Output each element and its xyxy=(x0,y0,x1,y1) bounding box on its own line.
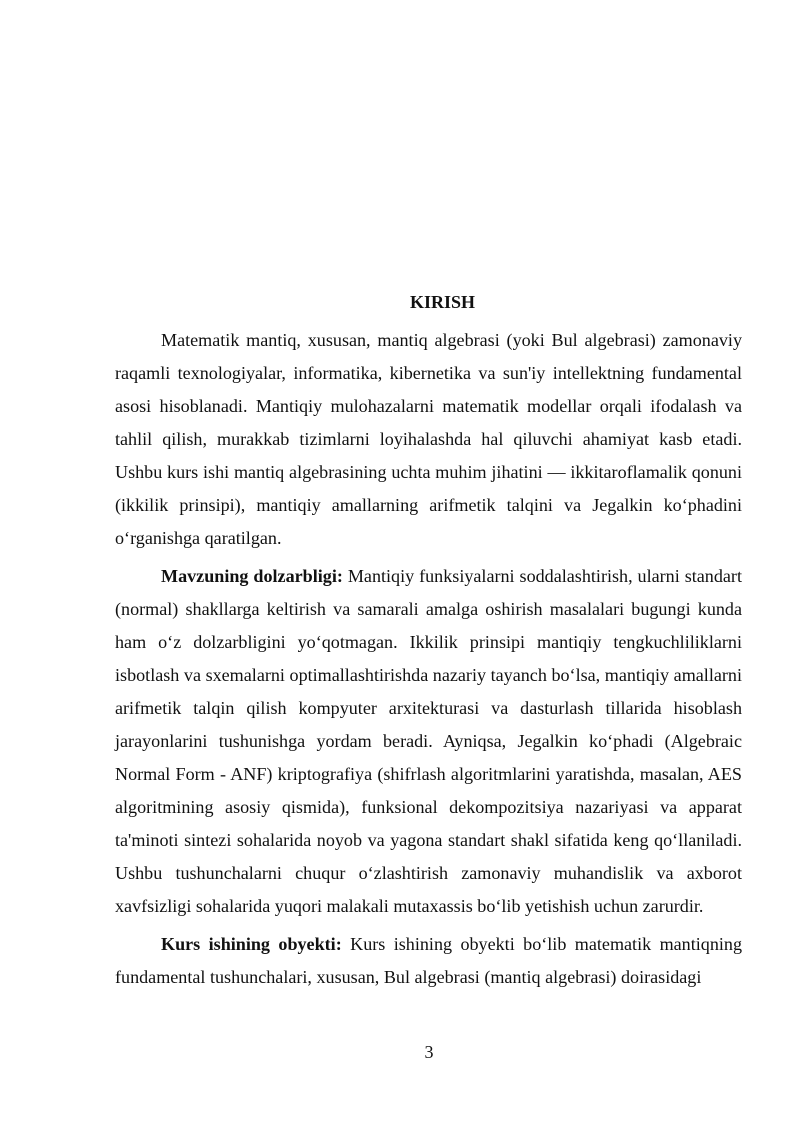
page-content xyxy=(115,290,742,999)
paragraph-lead: Kurs ishining obyekti: xyxy=(161,934,342,954)
relevance-paragraph xyxy=(115,560,742,923)
paragraph-lead: Mavzuning dolzarbligi: xyxy=(161,566,343,586)
object-paragraph xyxy=(115,928,742,994)
paragraph-text: Kurs ishining obyekti bo‘lib matematik mantiqning fundamental tushunchalari, xususan, Bul algebrasi (mantiq algebrasi) doirasidagi xyxy=(115,934,742,987)
paragraph-text: Matematik mantiq, xususan, mantiq algebrasi (yoki Bul algebrasi) zamonaviy raqamli texnologiyalar, informatika, kibernetika va sun'iy intellektning fundamental asosi hisoblanadi. Mantiqiy mulohazalarni matematik modellar orqali ifodalash va tahlil qilish, murakkab tizimlarni loyihalashda hal qiluvchi ahamiyat kasb etadi. Ushbu kurs ishi mantiq algebrasining uchta muhim jihatini — ikkitaroflamalik qonuni (ikkilik prinsipi), mantiqiy amallarning arifmetik talqini va Jegalkin ko‘phadini o‘rganishga qaratilgan. xyxy=(115,330,742,548)
page-number: 3 xyxy=(424,1042,434,1062)
paragraph-text: Mantiqiy funksiyalarni soddalashtirish, ularni standart (normal) shakllarga keltirish va samarali amalga oshirish masalalari bugungi kunda ham o‘z dolzarbligini yo‘qotmagan. Ikkilik prinsipi mantiqiy tengkuchliliklarni isbotlash va sxemalarni optimallashtirishda nazariy tayanch bo‘lsa, mantiqiy amallarni arifmetik talqin qilish kompyuter arxitekturasi va dasturlash tillarida hisoblash jarayonlarini tushunishga yordam beradi. Ayniqsa, Jegalkin ko‘phadi (Algebraic Normal Form - ANF) kriptografiya (shifrlash algoritmlarini yaratishda, masalan, AES algoritmining asosiy qismida), funksional dekompozitsiya nazariyasi va apparat ta'minoti sintezi sohalarida noyob va yagona standart shakl sifatida keng qo‘llaniladi. Ushbu tushunchalarni chuqur o‘zlashtirish zamonaviy muhandislik va axborot xavfsizligi sohalarida yuqori malakali mutaxassis bo‘lib yetishish uchun zarurdir. xyxy=(115,566,742,916)
section-heading: KIRISH xyxy=(409,292,476,312)
intro-paragraph xyxy=(115,324,742,555)
